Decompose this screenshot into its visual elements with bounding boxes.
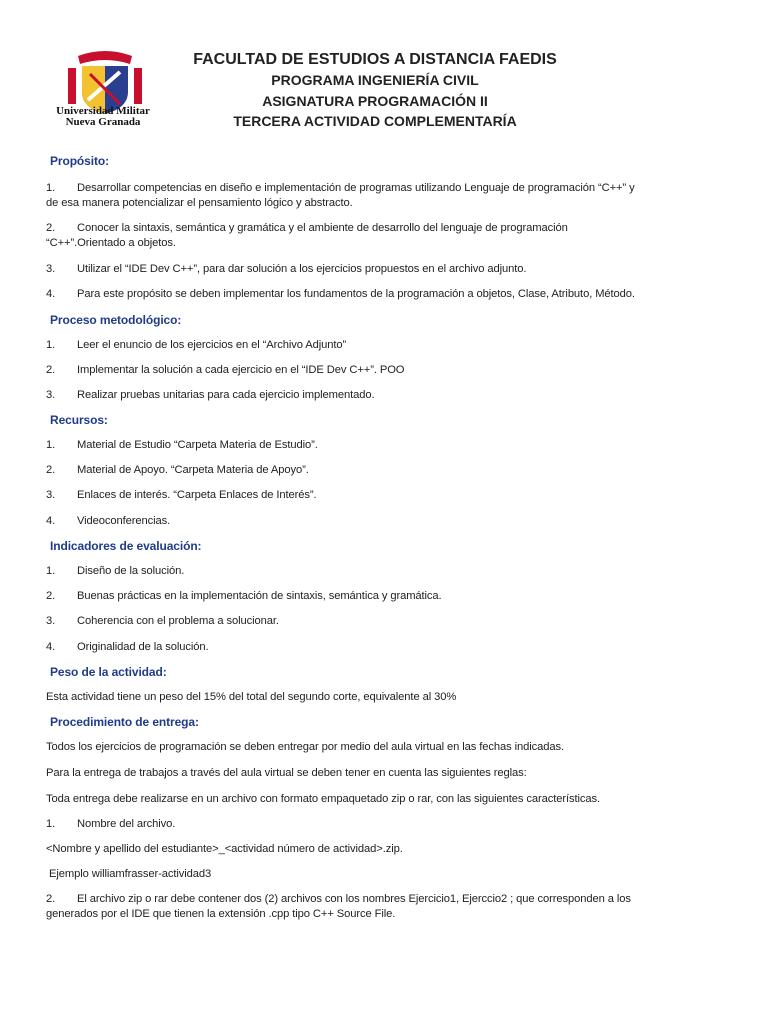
peso-text: Esta actividad tiene un peso del 15% del total del segundo corte, equivalente al 30% xyxy=(46,691,457,703)
section-title-recursos: Recursos: xyxy=(50,413,108,427)
list-item: 3. Utilizar el “IDE Dev C++”, para dar solución a los ejercicios propuestos en el archivo adjunto. xyxy=(46,263,527,275)
program-title: PROGRAMA INGENIERÍA CIVIL xyxy=(271,72,479,88)
section-title-proceso: Proceso metodológico: xyxy=(50,313,182,327)
list-item: 3. Enlaces de interés. “Carpeta Enlaces de Interés”. xyxy=(46,489,317,501)
file-name-format: <Nombre y apellido del estudiante>_<actividad número de actividad>.zip. xyxy=(46,843,403,855)
list-item: 1. Nombre del archivo. xyxy=(46,818,176,830)
university-name-line2: Nueva Granada xyxy=(65,116,141,128)
list-item: 2. Conocer la sintaxis, semántica y gramática y el ambiente de desarrollo del lenguaje de programación “C++”.Orientado a objetos. xyxy=(46,222,568,249)
list-item: 2. Implementar la solución a cada ejercicio en el “IDE Dev C++”. POO xyxy=(46,364,405,376)
list-item: 2. Buenas prácticas en la implementación de sintaxis, semántica y gramática. xyxy=(46,590,442,602)
list-item: 2. Material de Apoyo. “Carpeta Materia de Apoyo”. xyxy=(46,464,309,476)
list-item: 1. Desarrollar competencias en diseño e implementación de programas utilizando Lenguaje de programación “C++” y de esa manera potencializar el pensamiento lógico y abstracto. xyxy=(46,182,635,209)
list-item: 4. Videoconferencias. xyxy=(46,515,171,527)
list-item: 1. Diseño de la solución. xyxy=(46,565,185,577)
list-item: 3. Coherencia con el problema a solucionar. xyxy=(46,615,279,627)
subject-title: ASIGNATURA PROGRAMACIÓN II xyxy=(262,92,488,109)
section-title-entrega: Procedimiento de entrega: xyxy=(50,715,199,729)
list-item: 1. Material de Estudio “Carpeta Materia de Estudio”. xyxy=(46,439,318,451)
entrega-paragraph-1: Todos los ejercicios de programación se deben entregar por medio del aula virtual en las fechas indicadas. xyxy=(46,741,565,753)
list-item: 4. Originalidad de la solución. xyxy=(46,641,209,653)
entrega-paragraph-3: Toda entrega debe realizarse en un archivo con formato empaquetado zip o rar, con las siguientes características. xyxy=(46,793,600,805)
faculty-title: FACULTAD DE ESTUDIOS A DISTANCIA FAEDIS xyxy=(193,51,557,68)
section-title-proposito: Propósito: xyxy=(50,154,109,168)
list-item: 2. El archivo zip o rar debe contener dos (2) archivos con los nombres Ejercicio1, Ejerccio2 ; que corresponden a los generados por el IDE que tienen la extensión .cpp tipo C++ Source File. xyxy=(46,893,631,920)
section-title-indicadores: Indicadores de evaluación: xyxy=(50,539,202,553)
list-item: 3. Realizar pruebas unitarias para cada ejercicio implementado. xyxy=(46,389,375,401)
list-item: 1. Leer el enuncio de los ejercicios en el “Archivo Adjunto” xyxy=(46,339,347,351)
file-name-example: Ejemplo williamfrasser-actividad3 xyxy=(46,868,212,880)
document-header xyxy=(120,50,630,132)
activity-title: TERCERA ACTIVIDAD COMPLEMENTARÍA xyxy=(233,113,517,129)
entrega-paragraph-2: Para la entrega de trabajos a través del aula virtual se deben tener en cuenta las siguientes reglas: xyxy=(46,767,527,779)
university-name-line1: Universidad Militar xyxy=(56,105,150,117)
section-title-peso: Peso de la actividad: xyxy=(50,665,167,679)
list-item: 4. Para este propósito se deben implementar los fundamentos de la programación a objetos, Clase, Atributo, Método. xyxy=(46,288,635,300)
